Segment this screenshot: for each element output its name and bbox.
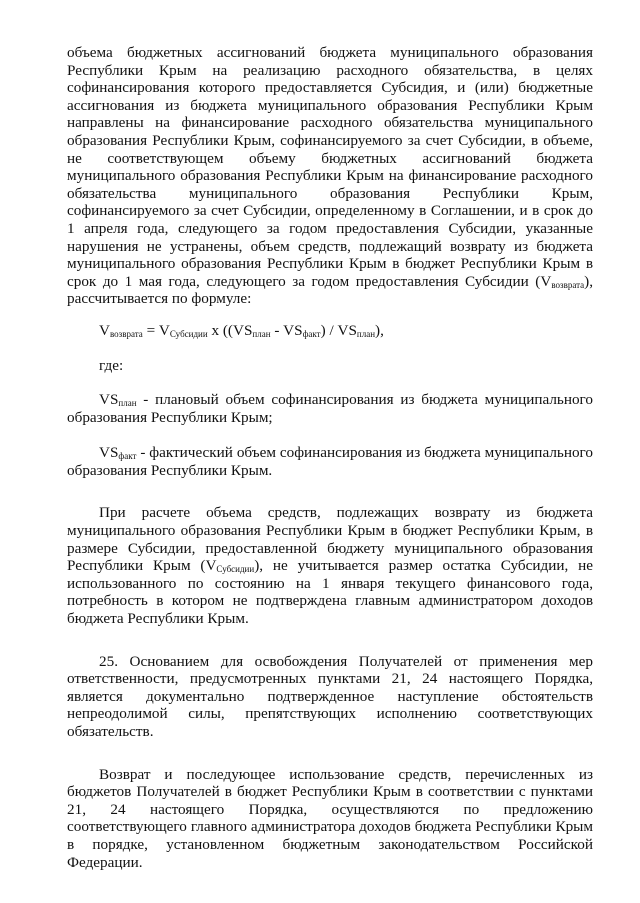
paragraph-25-force-majeure: 25. Основанием для освобождения Получателей от применения мер ответственности, предусмотренных пунктами 21, 24 настоящего Порядка, является документально подтвержденное наступление обстоятельств непреодолимой силы, препятствующих исполнению соответствующих обязательств. (67, 652, 593, 740)
subscript: Субсидии (216, 564, 255, 575)
definition-text: - плановый объем софинансирования из бюджета муниципального образования Республики Крым; (67, 391, 593, 426)
paragraph-text: объема бюджетных ассигнований бюджета муниципального образования Республики Крым на реализацию расходного обязательства, в целях софинансирования которого предоставляется Субсидия, и (или) бюджетные ассигнования из бюджета муниципального образования Республики Крым направлены на финансирование расходного обязательства муниципального образования Республики Крым, софинансируемого за счет Субсидии, в объеме, не соответствующем объему бюджетных ассигнований бюджета муниципального образования Республики Крым на финансирование расходного обязательства муниципального образования Республики Крым, софинансируемого за счет Субсидии, определенному в Соглашении, и в срок до 1 апреля года, следующего за годом предоставления Субсидии, указанные нарушения не устранены, объем средств, подлежащий возврату из бюджета муниципального образования Республики Крым в бюджет Республики Крым в срок до 1 мая года, следующего за годом предоставления Субсидии (V (67, 44, 593, 290)
paragraph-calculation-note (67, 504, 593, 627)
paragraph-subsidy-return-conditions (67, 44, 593, 308)
formula-part: = V (142, 321, 170, 339)
formula-part: - VS (270, 321, 303, 339)
document-body (67, 44, 593, 871)
subscript: возврата (551, 279, 585, 290)
formula-subscript: Субсидии (169, 328, 208, 339)
formula-subscript: факт (302, 328, 321, 339)
paragraph-text: При расчете объема средств, подлежащих возврату из бюджета муниципального образования Республики Крым в бюджет Республики Крым, в размере Субсидии, предоставленной бюджету муниципального образования Республики Крым (V (67, 504, 593, 575)
paragraph-text: ), не учитывается размер остатка Субсидии, не использованного по состоянию на 1 января текущего финансового года, потребность в котором не подтверждена главным администратором доходов бюджета Республики Крым. (67, 557, 593, 628)
definition-symbol: VS (99, 391, 119, 409)
formula-subscript: возврата (109, 328, 143, 339)
return-formula (99, 322, 593, 340)
formula-part: х ((VS (207, 321, 253, 339)
formula-part: ), (375, 321, 384, 339)
definition-vs-fact (67, 444, 593, 479)
formula-where-label: где: (99, 356, 124, 374)
definition-subscript: план (118, 398, 137, 409)
definition-text: - фактический объем софинансирования из бюджета муниципального образования Республики Крым. (67, 444, 593, 479)
definition-symbol: VS (99, 444, 119, 462)
formula-part: ) / VS (320, 321, 357, 339)
formula-subscript: план (252, 328, 271, 339)
definition-subscript: факт (118, 451, 137, 462)
formula-subscript: план (356, 328, 376, 339)
paragraph-text: ), рассчитывается по формуле: (67, 272, 593, 308)
definition-vs-plan (67, 391, 593, 426)
formula-part: V (99, 321, 110, 339)
paragraph-return-and-use: Возврат и последующее использование средств, перечисленных из бюджетов Получателей в бюджет Республики Крым в соответствии с пунктами 21, 24 настоящего Порядка, осуществляются по предложению соответствующего главного администратора доходов бюджета Республики Крым в порядке, установленном бюджетным законодательством Российской Федерации. (67, 765, 593, 871)
